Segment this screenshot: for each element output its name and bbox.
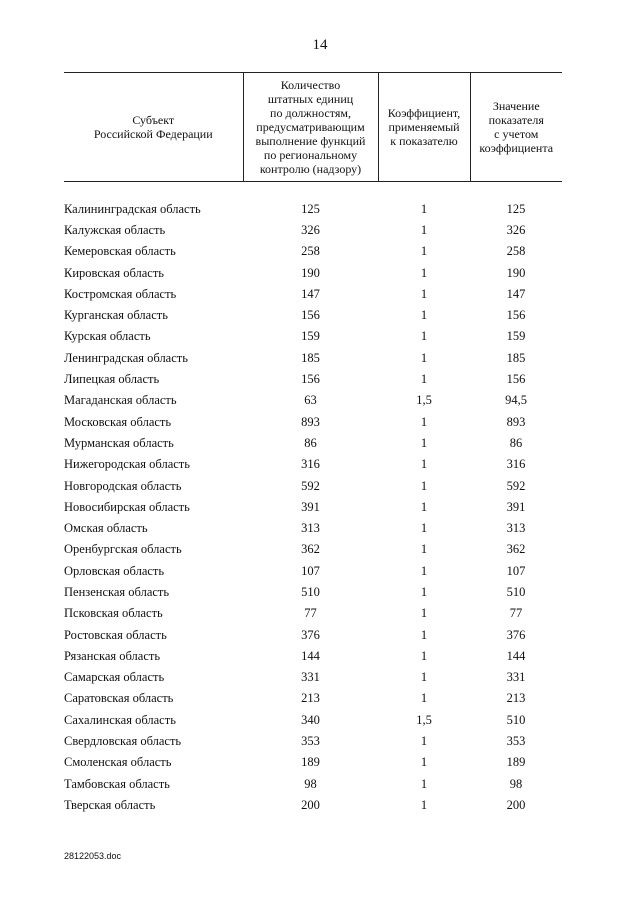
staff-count-cell: 213 <box>301 691 320 706</box>
adjusted-value-cell: 159 <box>506 329 526 344</box>
table-row <box>64 645 562 666</box>
table-row <box>64 667 562 688</box>
staff-count-cell: 156 <box>301 372 320 387</box>
staff-count-cell: 159 <box>301 329 320 344</box>
staff-count-cell: 86 <box>304 435 317 450</box>
adjusted-value-cell: 316 <box>506 457 526 472</box>
staff-count-cell: 362 <box>301 542 320 557</box>
region-cell: Курганская область <box>64 308 168 323</box>
coefficient-cell: 1,5 <box>416 393 432 408</box>
adjusted-value-cell: 258 <box>506 244 526 259</box>
region-cell: Самарская область <box>64 670 165 685</box>
region-cell: Тамбовская область <box>64 776 170 791</box>
table-row <box>64 517 562 538</box>
adjusted-value-cell: 189 <box>506 755 526 770</box>
table-row <box>64 560 562 581</box>
adjusted-value-cell: 98 <box>509 776 523 791</box>
region-cell: Тверская область <box>64 797 156 812</box>
adjusted-value-cell: 391 <box>506 499 526 514</box>
staff-count-cell: 98 <box>304 776 317 791</box>
staff-count-cell: 156 <box>301 308 320 323</box>
adjusted-value-cell: 156 <box>506 308 526 323</box>
region-cell: Новосибирская область <box>64 499 190 514</box>
staff-count-cell: 189 <box>301 755 320 770</box>
staff-count-cell: 144 <box>301 648 320 663</box>
adjusted-value-cell: 125 <box>506 201 526 216</box>
adjusted-value-cell: 510 <box>506 584 526 599</box>
staff-count-cell: 185 <box>301 350 320 365</box>
adjusted-value-cell: 147 <box>506 286 526 301</box>
table-row <box>64 752 562 773</box>
coefficient-cell: 1 <box>420 563 428 578</box>
adjusted-value-cell: 190 <box>506 265 526 280</box>
table-row <box>64 326 562 347</box>
header-region: Субъект Российской Федерации <box>64 73 243 182</box>
staff-count-cell: 258 <box>301 244 320 259</box>
region-cell: Мурманская область <box>64 435 174 450</box>
table-row <box>64 496 562 517</box>
staff-count-cell: 340 <box>301 712 320 727</box>
region-cell: Пензенская область <box>64 584 170 599</box>
table-row <box>64 347 562 368</box>
adjusted-value-cell: 144 <box>506 648 526 663</box>
coefficient-cell: 1 <box>420 478 428 493</box>
adjusted-value-cell: 156 <box>506 372 526 387</box>
coefficient-cell: 1 <box>420 542 428 557</box>
table-row <box>64 773 562 794</box>
region-cell: Омская область <box>64 521 148 536</box>
coefficient-cell: 1 <box>420 627 428 642</box>
coefficient-cell: 1 <box>420 435 428 450</box>
staff-count-cell: 147 <box>301 286 320 301</box>
table-row <box>64 390 562 411</box>
coefficient-cell: 1 <box>420 329 428 344</box>
region-cell: Магаданская область <box>64 393 177 408</box>
staff-count-cell: 190 <box>301 265 320 280</box>
region-cell: Ростовская область <box>64 627 167 642</box>
staff-count-cell: 331 <box>301 670 320 685</box>
staff-count-cell: 77 <box>304 606 317 621</box>
table-row <box>64 262 562 283</box>
region-cell: Свердловская область <box>64 734 182 749</box>
region-cell: Смоленская область <box>64 755 172 770</box>
coefficient-cell: 1 <box>420 648 428 663</box>
coefficient-cell: 1 <box>420 755 428 770</box>
adjusted-value-cell: 107 <box>506 563 526 578</box>
coefficient-cell: 1 <box>420 776 428 791</box>
table-body <box>64 182 562 816</box>
table-row <box>64 304 562 325</box>
region-cell: Сахалинская область <box>64 712 176 727</box>
staff-count-cell: 125 <box>301 201 320 216</box>
region-cell: Московская область <box>64 414 172 429</box>
adjusted-value-cell: 362 <box>506 542 526 557</box>
coefficient-cell: 1 <box>420 201 428 216</box>
table-row <box>64 581 562 602</box>
region-cell: Саратовская область <box>64 691 174 706</box>
coefficient-cell: 1 <box>420 244 428 259</box>
table-row <box>64 794 562 815</box>
coefficient-cell: 1 <box>420 308 428 323</box>
table-row <box>64 709 562 730</box>
coefficient-cell: 1 <box>420 584 428 599</box>
coefficient-cell: 1 <box>420 734 428 749</box>
table-row <box>64 432 562 453</box>
table-row <box>64 241 562 262</box>
adjusted-value-cell: 86 <box>509 435 523 450</box>
staff-count-cell: 316 <box>301 457 320 472</box>
region-cell: Орловская область <box>64 563 165 578</box>
table-row <box>64 688 562 709</box>
adjusted-value-cell: 510 <box>506 712 526 727</box>
staff-count-cell: 391 <box>301 499 320 514</box>
table-row <box>64 475 562 496</box>
region-cell: Кемеровская область <box>64 244 176 259</box>
region-cell: Липецкая область <box>64 372 160 387</box>
table-row <box>64 624 562 645</box>
table-row <box>64 283 562 304</box>
region-cell: Костромская область <box>64 286 177 301</box>
adjusted-value-cell: 313 <box>506 521 526 536</box>
page-number: 14 <box>312 37 328 53</box>
region-cell: Калининградская область <box>64 201 201 216</box>
region-cell: Оренбургская область <box>64 542 182 557</box>
region-cell: Калужская область <box>64 222 166 237</box>
table-row <box>64 539 562 560</box>
table-row <box>64 454 562 475</box>
adjusted-value-cell: 353 <box>506 734 526 749</box>
adjusted-value-cell: 326 <box>506 222 526 237</box>
table-row <box>64 603 562 624</box>
table-row <box>64 198 562 219</box>
adjusted-value-cell: 200 <box>506 797 526 812</box>
staff-count-cell: 63 <box>304 393 317 408</box>
coefficient-cell: 1 <box>420 350 428 365</box>
staff-count-cell: 510 <box>301 584 320 599</box>
coefficient-cell: 1 <box>420 797 428 812</box>
header-adjusted-value: Значение показателя с учетом коэффициента <box>470 73 562 182</box>
staff-count-cell: 326 <box>301 222 320 237</box>
region-cell: Кировская область <box>64 265 165 280</box>
staff-count-cell: 353 <box>301 734 320 749</box>
staff-count-cell: 200 <box>301 797 320 812</box>
coefficient-cell: 1 <box>420 670 428 685</box>
adjusted-value-cell: 331 <box>506 670 526 685</box>
staff-count-cell: 107 <box>301 563 320 578</box>
adjusted-value-cell: 592 <box>506 478 526 493</box>
coefficient-cell: 1 <box>420 265 428 280</box>
staff-count-cell: 893 <box>301 414 320 429</box>
coefficient-cell: 1 <box>420 372 428 387</box>
indicator-table-container <box>64 72 562 816</box>
coefficient-cell: 1 <box>420 606 428 621</box>
coefficient-cell: 1 <box>420 414 428 429</box>
region-cell: Новгородская область <box>64 478 182 493</box>
adjusted-value-cell: 893 <box>506 414 526 429</box>
table-spacer-row <box>64 182 562 199</box>
coefficient-cell: 1 <box>420 457 428 472</box>
coefficient-cell: 1 <box>420 521 428 536</box>
table-row <box>64 411 562 432</box>
adjusted-value-cell: 185 <box>506 350 526 365</box>
document-file-code: 28122053.doc <box>64 851 122 861</box>
coefficient-cell: 1 <box>420 222 428 237</box>
adjusted-value-cell: 94,5 <box>505 393 527 408</box>
region-cell: Псковская область <box>64 606 163 621</box>
staff-count-cell: 592 <box>301 478 320 493</box>
table-row <box>64 368 562 389</box>
staff-count-cell: 313 <box>301 521 320 536</box>
coefficient-cell: 1,5 <box>416 712 432 727</box>
header-coefficient: Коэффициент, применяемый к показателю <box>378 73 470 182</box>
table-row <box>64 219 562 240</box>
coefficient-cell: 1 <box>420 691 428 706</box>
table-header-row <box>64 73 562 182</box>
region-cell: Нижегородская область <box>64 457 190 472</box>
table-row <box>64 730 562 751</box>
staff-count-cell: 376 <box>301 627 320 642</box>
adjusted-value-cell: 77 <box>509 606 523 621</box>
region-cell: Ленинградская область <box>64 350 188 365</box>
coefficient-cell: 1 <box>420 499 428 514</box>
header-staff-count: Количество штатных единиц по должностям, предусматривающим выполнение функций по региональному контролю (надзору) <box>243 73 378 182</box>
region-cell: Курская область <box>64 329 151 344</box>
coefficient-cell: 1 <box>420 286 428 301</box>
adjusted-value-cell: 376 <box>506 627 526 642</box>
adjusted-value-cell: 213 <box>506 691 526 706</box>
indicator-table <box>64 72 562 816</box>
region-cell: Рязанская область <box>64 648 161 663</box>
